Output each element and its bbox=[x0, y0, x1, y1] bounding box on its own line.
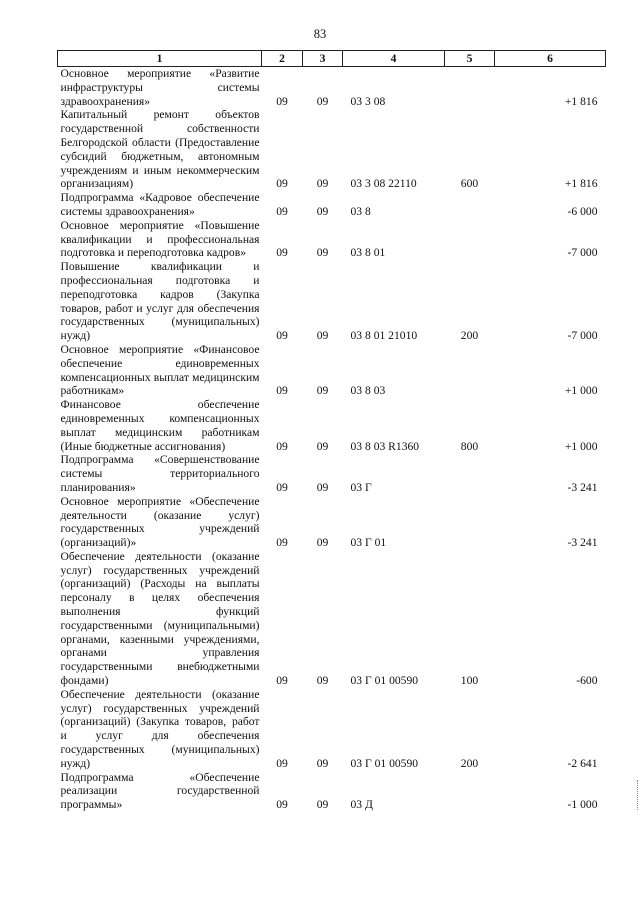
row-code-cell: 03 8 03 bbox=[350, 384, 386, 398]
row-type-cell: 800 bbox=[460, 439, 479, 453]
row-subsection-cell: 09 bbox=[316, 246, 329, 260]
row-code-cell: 03 8 03 R1360 bbox=[350, 439, 420, 453]
row-type-cell bbox=[445, 343, 495, 398]
row-name-cell: Основное мероприятие «Развитие инфраструктуры системы здравоохранения» bbox=[60, 67, 260, 108]
row-name-cell: Основное мероприятие «Обеспечение деятельности (оказание услуг) государственных учреждений (организаций)» bbox=[60, 494, 260, 550]
row-section-cell: 09 bbox=[276, 246, 288, 260]
row-subsection-cell: 09 bbox=[316, 536, 329, 550]
column-header-amount: 6 bbox=[495, 51, 606, 67]
row-section-cell: 09 bbox=[276, 480, 288, 494]
page-number: 83 bbox=[313, 27, 327, 41]
row-type-cell bbox=[445, 495, 495, 550]
row-amount-cell: -6 000 bbox=[567, 204, 598, 218]
row-subsection-cell: 09 bbox=[316, 204, 329, 218]
row-section-cell: 09 bbox=[276, 177, 288, 191]
row-name-cell: Основное мероприятие «Финансовое обеспечение единовременных компенсационных выплат медицинским работникам» bbox=[60, 342, 260, 398]
row-name-cell: Финансовое обеспечение единовременных компенсационных выплат медицинским работникам (Иные бюджетные ассигнования) bbox=[60, 398, 260, 453]
row-code-cell: 03 Д bbox=[350, 798, 373, 812]
row-amount-cell: +1 000 bbox=[564, 384, 598, 398]
row-code-cell: 03 3 08 bbox=[350, 94, 386, 108]
row-type-cell bbox=[445, 191, 495, 219]
row-amount-cell: -2 641 bbox=[567, 756, 598, 770]
row-section-cell: 09 bbox=[276, 94, 288, 108]
table-header-row bbox=[58, 51, 606, 67]
row-code-cell: 03 Г bbox=[350, 480, 372, 494]
column-header-section: 2 bbox=[262, 51, 303, 67]
row-name-cell: Капитальный ремонт объектов государственной собственности Белгородской области (Предоставление субсидий бюджетным, автономным учреждениям и иным некоммерческим организациям) bbox=[60, 108, 260, 191]
row-code-cell: 03 8 01 21010 bbox=[350, 329, 418, 343]
scan-edge-mark bbox=[634, 780, 638, 810]
table-row bbox=[58, 771, 606, 812]
row-code-cell: 03 3 08 22110 bbox=[350, 177, 417, 191]
row-section-cell: 09 bbox=[276, 798, 288, 812]
row-name-cell: Обеспечение деятельности (оказание услуг) государственных учреждений (организаций) (Расходы на выплаты персоналу в целях обеспечения выполнения функций государственными (муниципальными) органами, казенными учреждениями, органами управления государственными внебюджетными фондами) bbox=[60, 549, 260, 688]
budget-table bbox=[57, 50, 606, 812]
column-header-type: 5 bbox=[445, 51, 495, 67]
table-row bbox=[58, 688, 606, 771]
table-body bbox=[58, 67, 606, 813]
row-amount-cell: -3 241 bbox=[567, 480, 598, 494]
row-section-cell: 09 bbox=[276, 756, 288, 770]
row-subsection-cell: 09 bbox=[316, 384, 329, 398]
row-subsection-cell: 09 bbox=[316, 480, 329, 494]
row-type-cell: 200 bbox=[460, 329, 479, 343]
row-name-cell: Подпрограмма «Обеспечение реализации государственной программы» bbox=[60, 770, 260, 812]
row-subsection-cell: 09 bbox=[316, 439, 329, 453]
row-subsection-cell: 09 bbox=[316, 798, 329, 812]
row-section-cell: 09 bbox=[276, 329, 288, 343]
column-header-code: 4 bbox=[343, 51, 445, 67]
row-amount-cell: +1 816 bbox=[564, 177, 598, 191]
table-row bbox=[58, 219, 606, 260]
row-subsection-cell: 09 bbox=[316, 177, 329, 191]
row-type-cell bbox=[445, 771, 495, 812]
table-row bbox=[58, 343, 606, 398]
table-row bbox=[58, 398, 606, 453]
row-section-cell: 09 bbox=[276, 384, 288, 398]
row-amount-cell: -7 000 bbox=[567, 329, 598, 343]
row-type-cell bbox=[445, 453, 495, 494]
row-amount-cell: -1 000 bbox=[567, 798, 598, 812]
row-name-cell: Основное мероприятие «Повышение квалификации и профессиональная подготовка и переподготовка кадров» bbox=[60, 218, 260, 260]
row-subsection-cell: 09 bbox=[316, 329, 329, 343]
row-subsection-cell: 09 bbox=[316, 756, 329, 770]
row-type-cell: 100 bbox=[460, 674, 479, 688]
row-code-cell: 03 8 bbox=[350, 204, 371, 218]
row-name-cell: Подпрограмма «Совершенствование системы территориального планирования» bbox=[60, 453, 260, 494]
row-section-cell: 09 bbox=[276, 536, 288, 550]
row-amount-cell: -3 241 bbox=[567, 536, 598, 550]
table-row bbox=[58, 550, 606, 688]
table-row bbox=[58, 495, 606, 550]
row-subsection-cell: 09 bbox=[316, 674, 329, 688]
row-subsection-cell: 09 bbox=[316, 94, 329, 108]
column-header-subsection: 3 bbox=[303, 51, 343, 67]
table-row bbox=[58, 453, 606, 494]
row-code-cell: 03 Г 01 00590 bbox=[350, 674, 419, 688]
row-code-cell: 03 Г 01 00590 bbox=[350, 756, 419, 770]
table-row bbox=[58, 67, 606, 109]
row-type-cell bbox=[445, 219, 495, 260]
row-amount-cell: -600 bbox=[576, 674, 598, 688]
table-row bbox=[58, 108, 606, 191]
table-row bbox=[58, 260, 606, 343]
row-amount-cell: +1 000 bbox=[564, 439, 598, 453]
row-type-cell: 200 bbox=[460, 756, 479, 770]
row-type-cell bbox=[445, 67, 495, 109]
row-section-cell: 09 bbox=[276, 674, 288, 688]
column-header-name: 1 bbox=[58, 51, 262, 67]
table-row bbox=[58, 191, 606, 219]
row-amount-cell: -7 000 bbox=[567, 246, 598, 260]
row-name-cell: Подпрограмма «Кадровое обеспечение системы здравоохранения» bbox=[60, 191, 260, 218]
row-section-cell: 09 bbox=[276, 204, 288, 218]
row-section-cell: 09 bbox=[276, 439, 288, 453]
row-name-cell: Повышение квалификации и профессиональная подготовка и переподготовка кадров (Закупка товаров, работ и услуг для обеспечения государственных (муниципальных) нужд) bbox=[60, 260, 260, 343]
row-code-cell: 03 Г 01 bbox=[350, 536, 387, 550]
row-type-cell: 600 bbox=[460, 177, 479, 191]
row-code-cell: 03 8 01 bbox=[350, 246, 386, 260]
row-amount-cell: +1 816 bbox=[564, 94, 598, 108]
row-name-cell: Обеспечение деятельности (оказание услуг) государственных учреждений (организаций) (Закупка товаров, работ и услуг для обеспечения государственных (муниципальных) нужд) bbox=[60, 687, 260, 770]
